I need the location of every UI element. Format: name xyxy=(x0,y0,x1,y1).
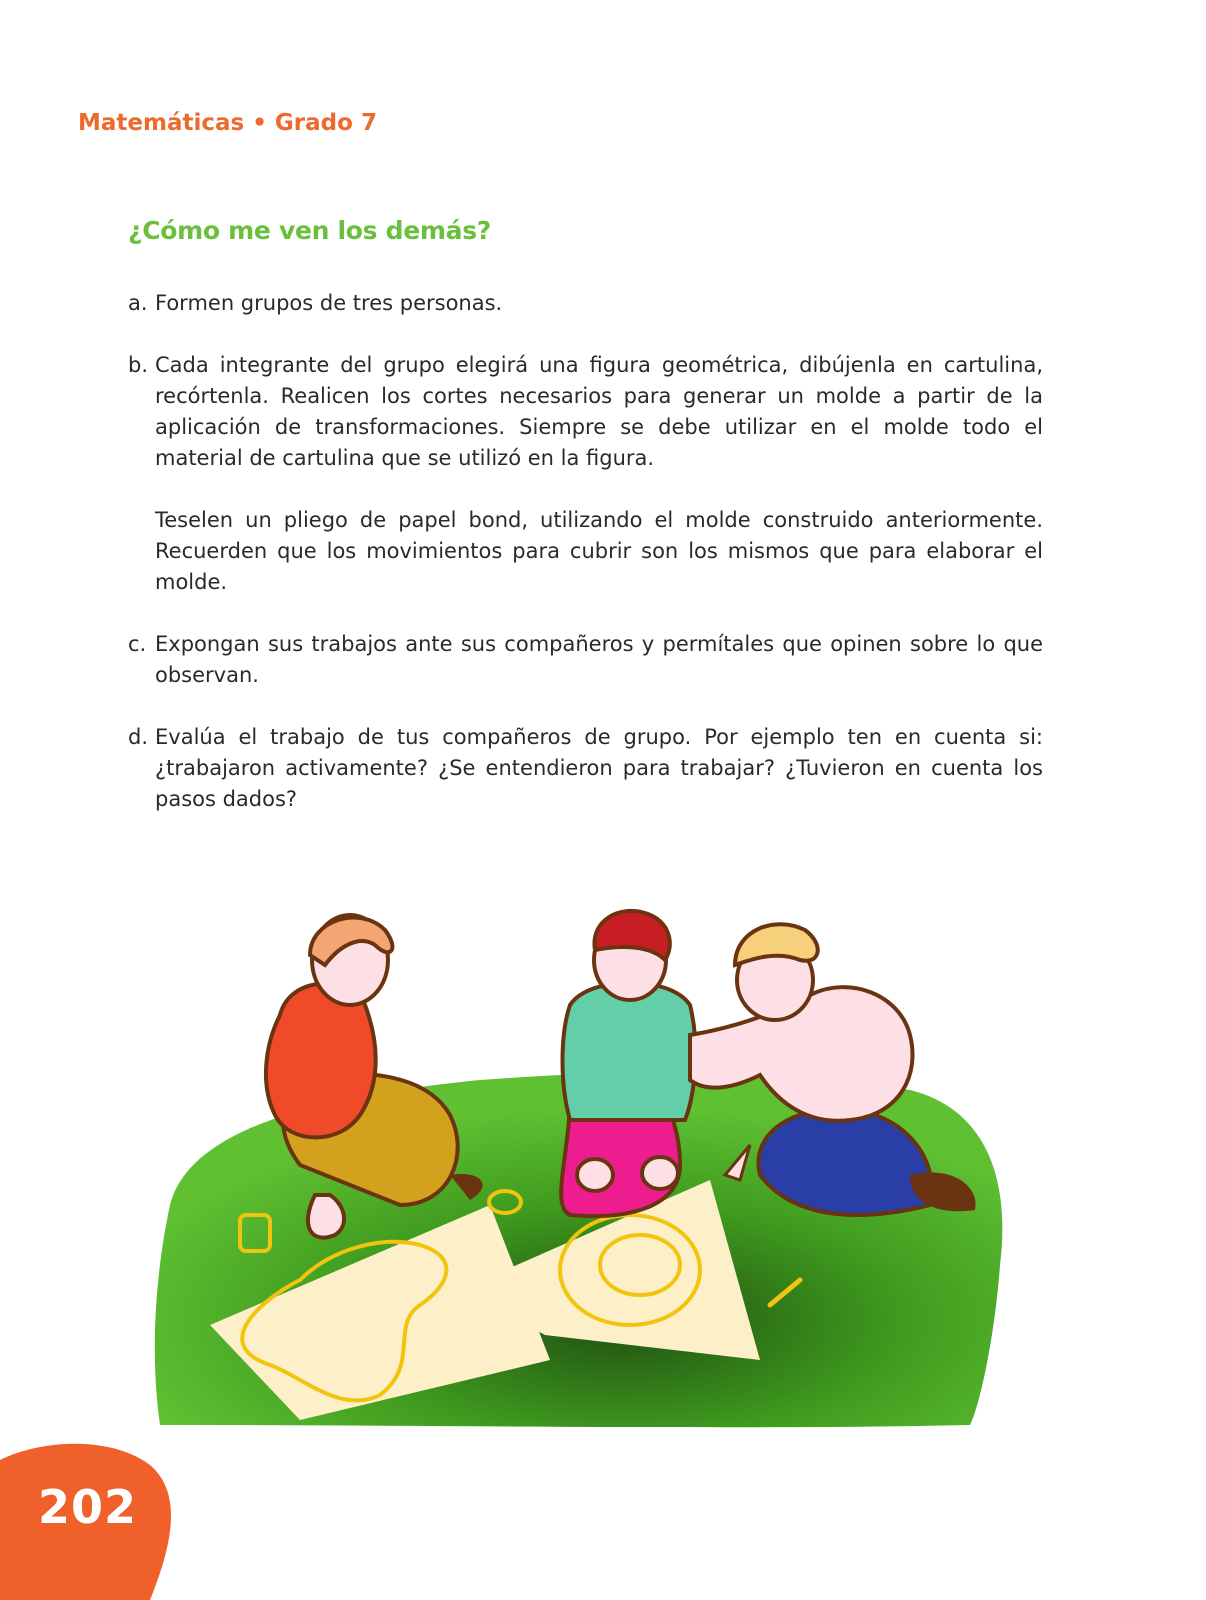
section-title: ¿Cómo me ven los demás? xyxy=(128,216,491,245)
boy-middle-figure xyxy=(561,911,695,1216)
item-text: Formen grupos de tres personas. xyxy=(155,291,503,315)
list-marker: b. xyxy=(128,353,149,377)
item-text: Teselen un pliego de papel bond, utilizando el molde construido anteriormente. Recuerden que los movimientos para cubrir son los mismos que para elaborar el molde. xyxy=(155,508,1043,594)
list-marker: a. xyxy=(128,291,148,315)
list-item-c xyxy=(128,629,1043,691)
list-item-d xyxy=(128,722,1043,815)
list-marker: d. xyxy=(128,725,149,749)
item-text: Cada integrante del grupo elegirá una figura geométrica, dibújenla en cartulina, recórtenla. Realicen los cortes necesarios para generar un molde a partir de la aplicación de transformaciones. Siempre se debe utilizar en el molde todo el material de cartulina que se utilizó en la figura. xyxy=(155,353,1043,470)
item-text: Expongan sus trabajos ante sus compañeros y permítales que opinen sobre lo que observan. xyxy=(155,632,1043,687)
list-marker: c. xyxy=(128,632,147,656)
three-students-drawing-illustration xyxy=(150,905,1010,1445)
subject-header: Matemáticas • Grado 7 xyxy=(78,110,377,136)
list-item-a xyxy=(128,288,1043,319)
list-item-b xyxy=(128,350,1043,598)
page-number: 202 xyxy=(38,1480,138,1534)
activity-list xyxy=(128,288,1043,815)
item-text: Evalúa el trabajo de tus compañeros de grupo. Por ejemplo ten en cuenta si: ¿trabajaron activamente? ¿Se entendieron para trabajar? ¿Tuvieron en cuenta los pasos dados? xyxy=(155,725,1043,811)
